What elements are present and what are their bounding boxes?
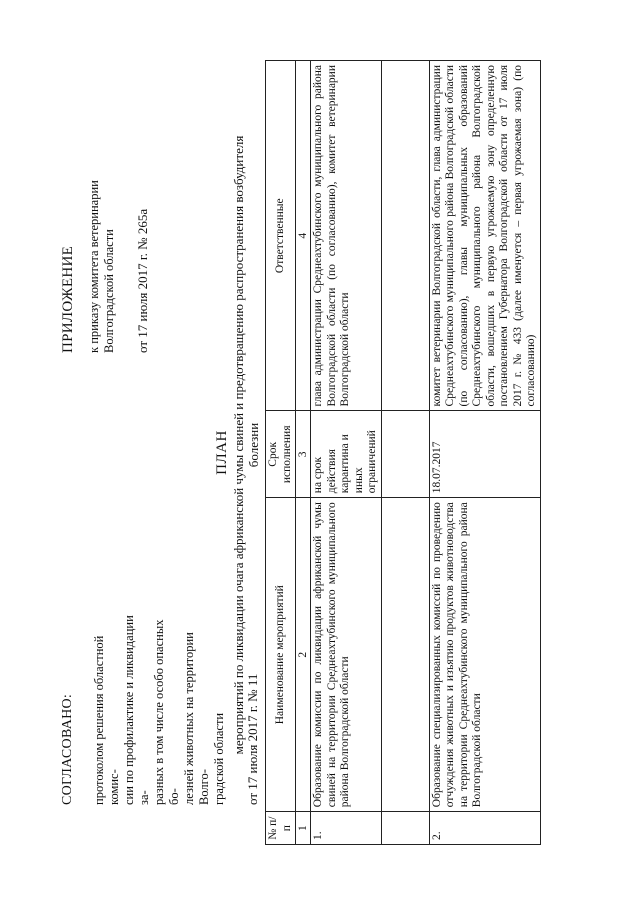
- row-name: Образование комиссии по ликвидации африканской чумы свиней на территории Среднеахтубинского муниципального района Волгоградской области: [311, 498, 382, 812]
- column-number: 4: [296, 61, 311, 411]
- row-responsible: глава администрации Среднеахтубинского муниципального района Волгоградской области (по согласованию), комитет ветеринарии Волгоградской области: [311, 61, 382, 411]
- appendix-title: ПРИЛОЖЕНИЕ: [60, 245, 76, 353]
- plan-subtitle-line: болезни: [246, 422, 261, 468]
- table-spacer: [381, 61, 429, 845]
- table-row: [429, 61, 540, 845]
- column-number: 1: [296, 812, 311, 845]
- table-numbering-row: [296, 61, 311, 845]
- header-cell-responsible: Ответственные: [266, 61, 296, 411]
- row-number: 2.: [429, 812, 540, 845]
- appendix-block: [60, 103, 151, 353]
- column-number: 2: [296, 498, 311, 812]
- table-row: [311, 61, 382, 845]
- approval-date: от 17 июля 2017 г. № 11: [245, 673, 260, 805]
- appendix-line: к приказу комитета ветеринарии: [87, 180, 101, 353]
- approval-line: разных в том числе особо опасных бо-: [152, 619, 181, 805]
- header-cell-number: № п/п: [266, 812, 296, 845]
- header-cell-term: Срок исполнения: [266, 411, 296, 498]
- header-cell-name: Наименование мероприятий: [266, 498, 296, 812]
- approval-line: сии по профилактике и ликвидации за-: [122, 615, 151, 805]
- approval-line: лезней животных на территории Волго-: [182, 632, 211, 805]
- plan-title: ПЛАН: [214, 430, 230, 475]
- plan-subtitle-line: мероприятий по ликвидации очага африканской чумы свиней и предотвращению распространения возбудителя: [231, 135, 246, 755]
- row-responsible: комитет ветеринарии Волгоградской области, глава администрации Среднеахтубинского муниципального района Волгоградской области (по согласованию), главы муниципальных образований Среднеахтубинского муниципального района Волгоградской области, вошедших в первую угрожаемую зону определенную постановлением Губернатора Волгоградской области от 17 июля 2017 г. № 433 (далее именуется – первая угрожаемая зона) (по согласованию): [429, 61, 540, 411]
- approval-line: протоколом решения областной комис-: [92, 635, 121, 805]
- appendix-line: Волгоградской области: [102, 229, 116, 353]
- row-number: 1.: [311, 812, 382, 845]
- table-header-row: [266, 61, 296, 845]
- approval-line: градской области: [212, 712, 226, 805]
- column-number: 3: [296, 411, 311, 498]
- row-term: на срок действия карантина и иных ограничений: [311, 411, 382, 498]
- plan-table: [265, 60, 541, 845]
- approval-title: СОГЛАСОВАНО:: [60, 693, 75, 805]
- plan-subtitle: [231, 115, 261, 775]
- row-term: 18.07.2017: [429, 411, 540, 498]
- appendix-date: от 17 июля 2017 г. № 265а: [135, 208, 150, 353]
- row-name: Образование специализированных комиссий по проведению отчуждения животных и изъятию продуктов животноводства на территории Среднеахтубинского муниципального района Волгоградской области: [429, 498, 540, 812]
